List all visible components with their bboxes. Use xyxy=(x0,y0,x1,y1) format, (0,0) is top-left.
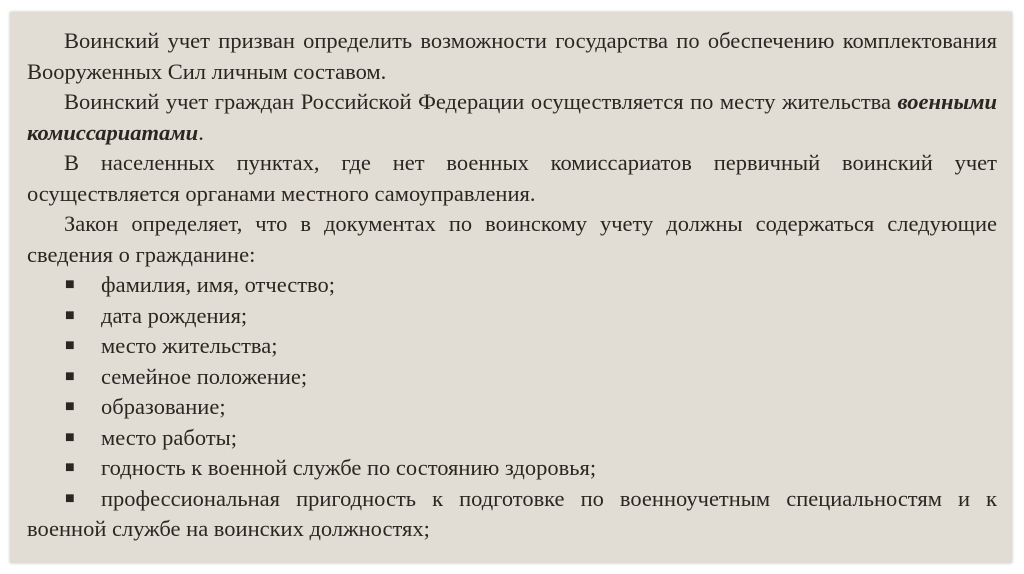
emphasis-military-commissariats: военными комиссариатами xyxy=(27,89,997,145)
list-item xyxy=(27,362,997,393)
list-item xyxy=(27,423,997,454)
paragraph-text: Воинский учет граждан Российской Федерации осуществляется по месту жительства xyxy=(64,89,898,114)
list-item xyxy=(27,453,997,484)
bullet-square-icon: ■ xyxy=(65,367,75,385)
list-item-text: дата рождения; xyxy=(101,302,248,328)
paragraph-registration-place xyxy=(27,87,997,148)
bullet-square-icon: ■ xyxy=(65,459,75,476)
list-item xyxy=(27,270,997,301)
list-item-text: образование; xyxy=(101,394,226,419)
list-item-text: семейное положение; xyxy=(101,363,308,389)
paragraph-military-registration-purpose: Воинский учет призван определить возможности государства по обеспечению комплектования Вооруженных Сил личным составом. xyxy=(27,28,997,84)
list-item-text: место жительства; xyxy=(101,333,278,358)
bullet-square-icon: ■ xyxy=(65,306,75,324)
slide-content xyxy=(27,26,997,545)
list-item-text: профессиональная пригодность к подготовке по военноучетным специальностям и к военной службе на воинских должностях; xyxy=(27,485,997,541)
paragraph-text-end: . xyxy=(198,119,204,145)
list-item xyxy=(27,301,997,332)
list-item xyxy=(27,331,997,362)
bullet-square-icon: ■ xyxy=(65,489,75,507)
list-item-text: фамилия, имя, отчество; xyxy=(101,272,336,297)
paragraph-law-requirements: Закон определяет, что в документах по воинскому учету должны содержаться следующие сведения о гражданине: xyxy=(27,211,997,267)
bullet-square-icon: ■ xyxy=(65,398,75,415)
list-item-text: годность к военной службе по состоянию здоровья; xyxy=(101,455,597,480)
bullet-square-icon: ■ xyxy=(65,428,75,446)
list-item-text: место работы; xyxy=(101,424,238,450)
list-item xyxy=(27,484,997,545)
bullet-square-icon: ■ xyxy=(65,276,75,293)
paragraph-local-government: В населенных пунктах, где нет военных комиссариатов первичный воинский учет осуществляется органами местного самоуправления. xyxy=(27,150,997,206)
bullet-square-icon: ■ xyxy=(65,337,75,354)
slide xyxy=(10,12,1012,563)
list-item xyxy=(27,392,997,423)
